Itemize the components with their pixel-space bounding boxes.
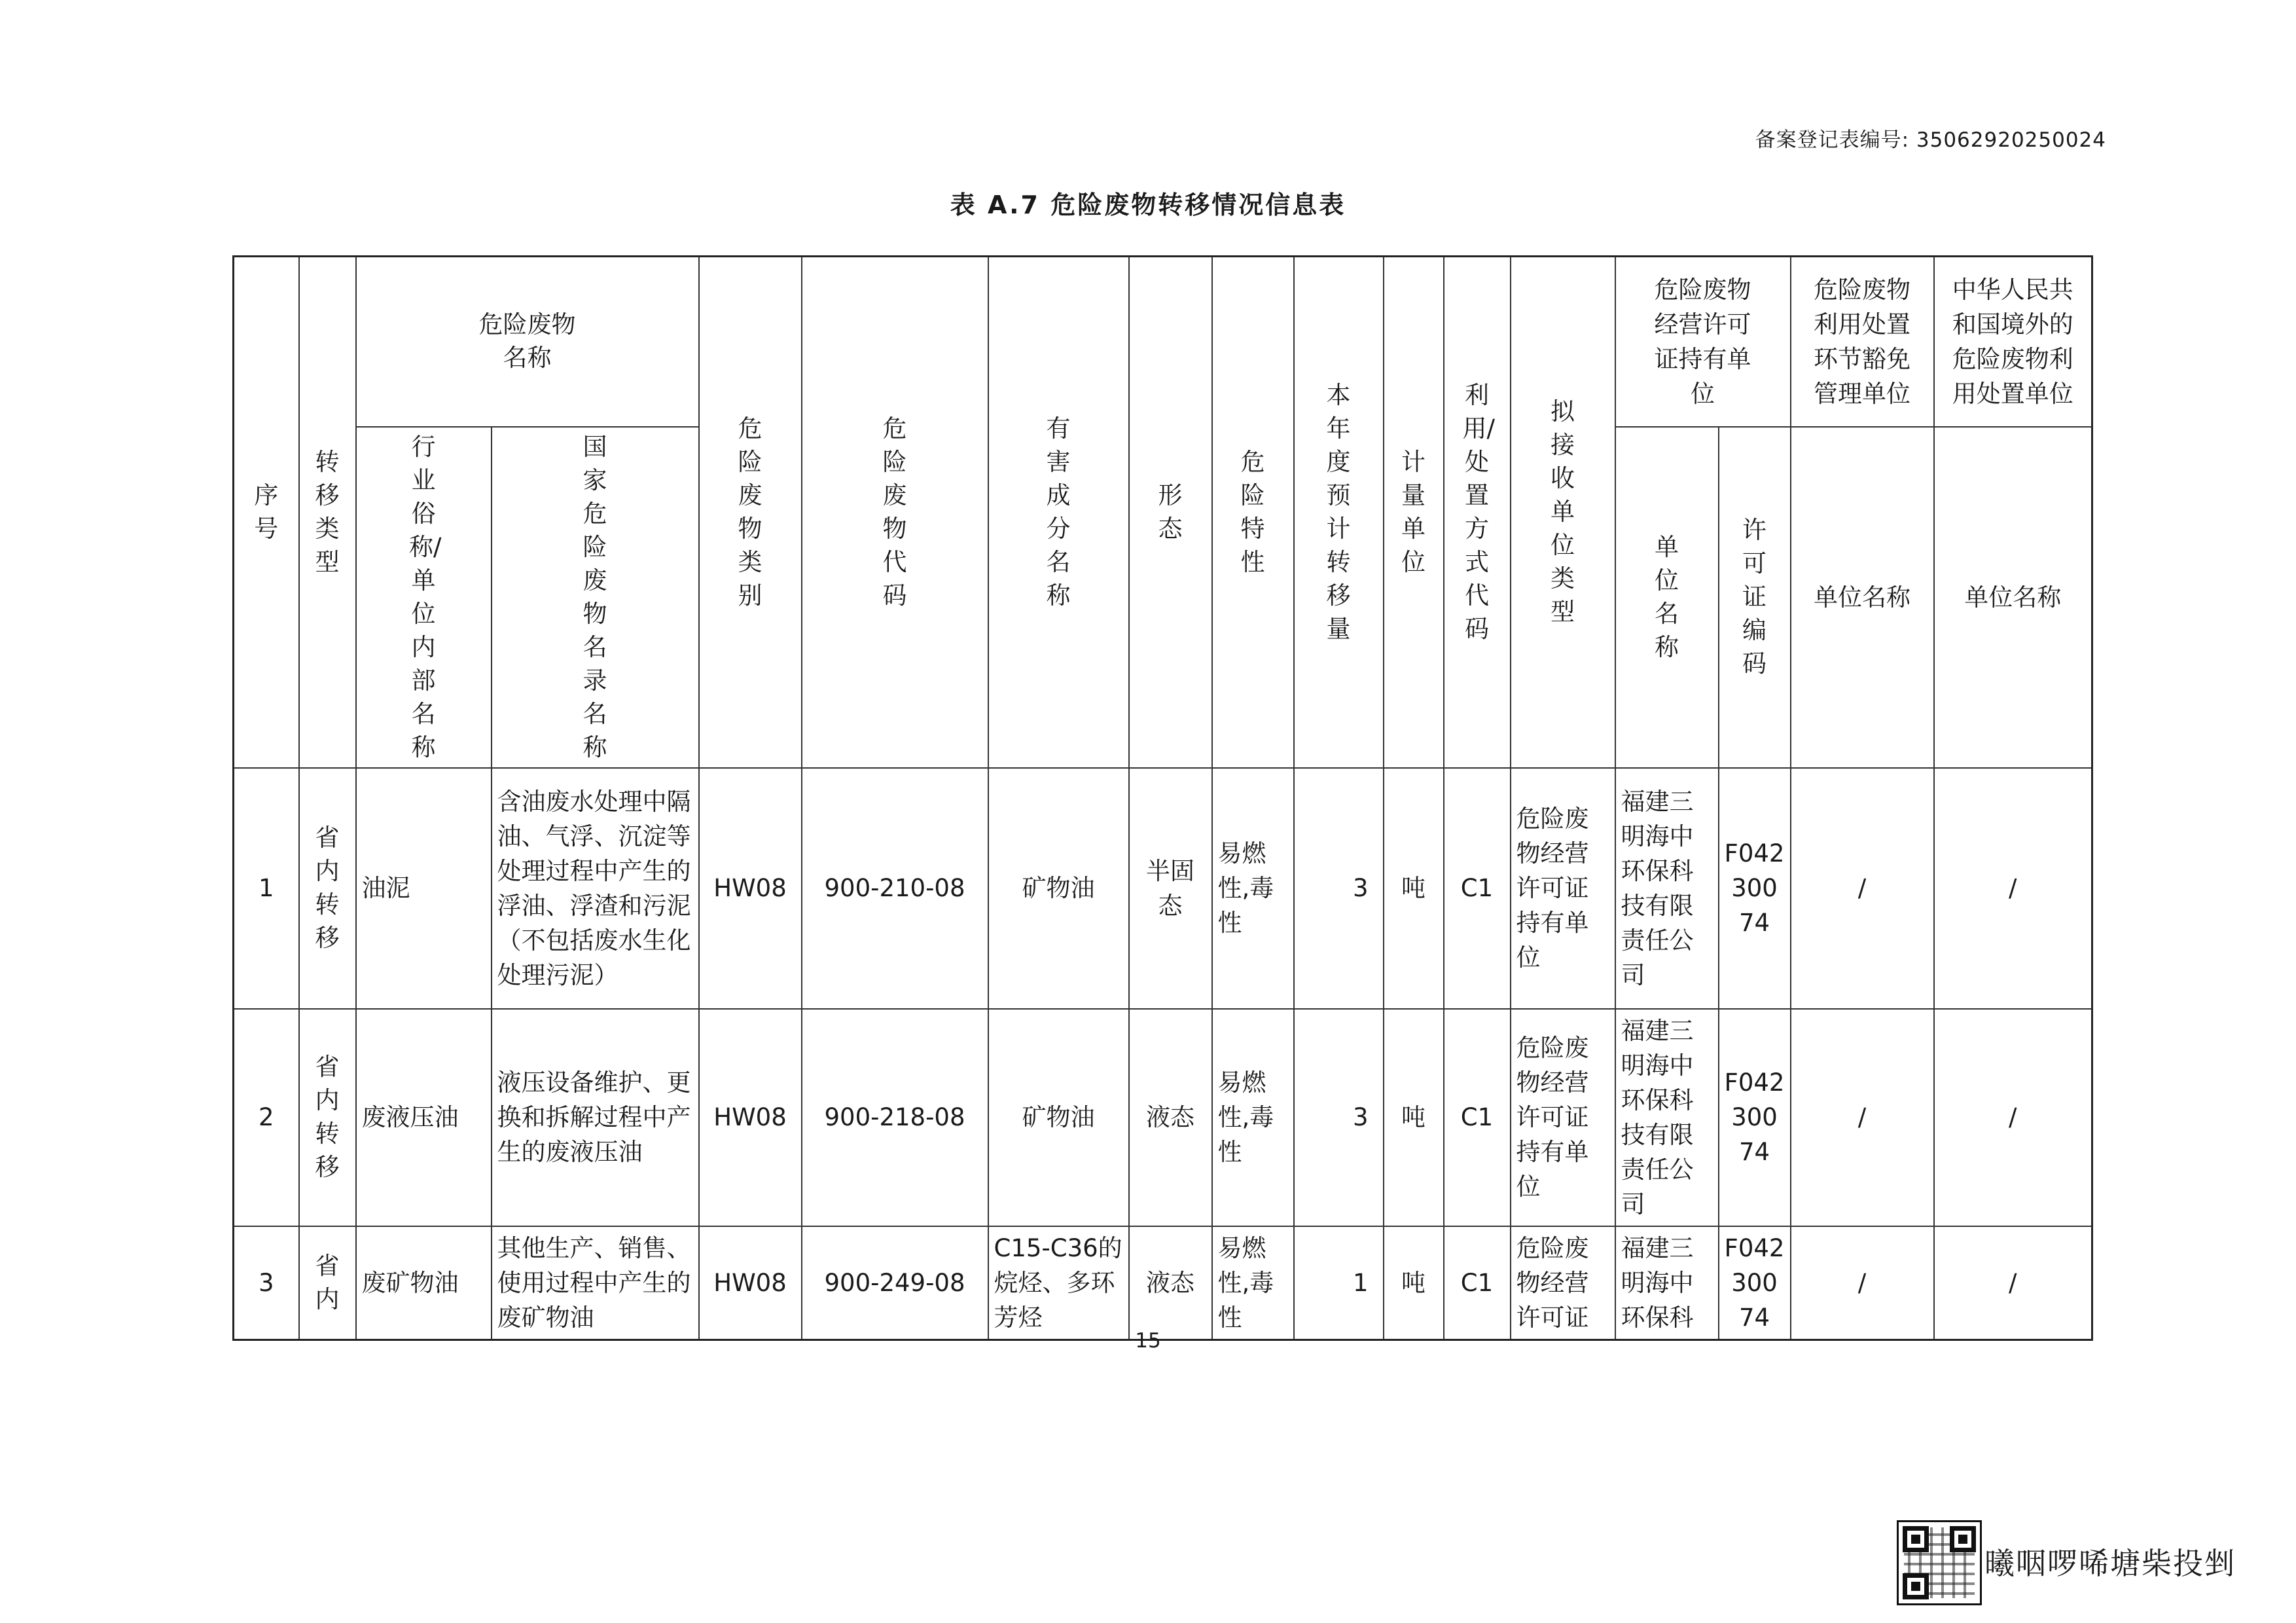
cell-method: C1	[1444, 1226, 1511, 1340]
table-title: 表 A.7 危险废物转移情况信息表	[950, 191, 1346, 219]
table-row	[234, 1226, 2092, 1340]
cell-code: 900-210-08	[802, 768, 988, 1009]
cell-national-name: 液压设备维护、更换和拆解过程中产生的废液压油	[492, 1009, 699, 1226]
cell-category: HW08	[699, 768, 802, 1009]
cell-harmful-component: 矿物油	[988, 1009, 1129, 1226]
cell-form: 半固态	[1129, 768, 1212, 1009]
cell-receiver-type: 危险废物经营许可证	[1511, 1226, 1615, 1340]
cell-unit: 吨	[1384, 768, 1444, 1009]
header-licensed-name: 单位名称	[1615, 427, 1719, 768]
cell-unit: 吨	[1384, 1009, 1444, 1226]
cell-licensed-name: 福建三明海中环保科技有限责任公司	[1615, 768, 1719, 1009]
cell-hazard-property: 易燃性,毒性	[1212, 1009, 1294, 1226]
header-form: 形态	[1129, 257, 1212, 768]
header-exempt-unit-name: 单位名称	[1791, 427, 1934, 768]
header-seq: 序号	[234, 257, 299, 768]
header-receiver-type: 拟接收单位类型	[1511, 257, 1615, 768]
header-national-name: 国家危险废物名录名称	[492, 427, 699, 768]
header-harmful-component: 有害成分名称	[988, 257, 1129, 768]
cell-harmful-component: C15-C36的烷烃、多环芳烃	[988, 1226, 1129, 1340]
cell-amount: 3	[1294, 768, 1384, 1009]
header-unit: 计量单位	[1384, 257, 1444, 768]
cell-form: 液态	[1129, 1226, 1212, 1340]
cell-seq: 1	[234, 768, 299, 1009]
header-code: 危险废物代码	[802, 257, 988, 768]
cell-licensed-no: F04230074	[1719, 768, 1791, 1009]
header-abroad-group: 中华人民共和国境外的危险废物利用处置单位	[1934, 257, 2092, 427]
cell-unit: 吨	[1384, 1226, 1444, 1340]
header-transfer-type: 转移类型	[299, 257, 356, 768]
cell-national-name: 含油废水处理中隔油、气浮、沉淀等处理过程中产生的浮油、浮渣和污泥（不包括废水生化处理污泥）	[492, 768, 699, 1009]
cell-form: 液态	[1129, 1009, 1212, 1226]
header-category: 危险废物类别	[699, 257, 802, 768]
cell-receiver-type: 危险废物经营许可证持有单位	[1511, 768, 1615, 1009]
cell-transfer-type: 省内转移	[299, 1009, 356, 1226]
cell-hazard-property: 易燃性,毒性	[1212, 768, 1294, 1009]
cell-industry-name: 废矿物油	[356, 1226, 492, 1340]
header-exempt-group: 危险废物利用处置环节豁免管理单位	[1791, 257, 1934, 427]
cell-national-name: 其他生产、销售、使用过程中产生的废矿物油	[492, 1226, 699, 1340]
cell-abroad-unit: /	[1934, 768, 2092, 1009]
cell-code: 900-218-08	[802, 1009, 988, 1226]
cell-industry-name: 废液压油	[356, 1009, 492, 1226]
cell-seq: 2	[234, 1009, 299, 1226]
table-row	[234, 1009, 2092, 1226]
cell-abroad-unit: /	[1934, 1226, 2092, 1340]
cell-exempt-unit: /	[1791, 1009, 1934, 1226]
cell-amount: 3	[1294, 1009, 1384, 1226]
header-industry-name: 行业俗称/单位内部名称	[356, 427, 492, 768]
header-waste-name-group: 危险废物名称	[356, 257, 699, 427]
header-hazard-property: 危险特性	[1212, 257, 1294, 768]
cell-licensed-name: 福建三明海中环保科技有限责任公司	[1615, 1009, 1719, 1226]
header-licensed-holder-group: 危险废物经营许可证持有单位	[1615, 257, 1791, 427]
cell-harmful-component: 矿物油	[988, 768, 1129, 1009]
table-row	[234, 768, 2092, 1009]
cell-category: HW08	[699, 1226, 802, 1340]
header-abroad-unit-name: 单位名称	[1934, 427, 2092, 768]
qr-code-icon	[1897, 1520, 1982, 1605]
verification-stamp-text: 曦咽啰唏塘柴投剉	[1984, 1546, 2236, 1581]
page-number: 15	[1135, 1329, 1161, 1353]
header-licensed-no: 许可证编码	[1719, 427, 1791, 768]
cell-method: C1	[1444, 1009, 1511, 1226]
cell-seq: 3	[234, 1226, 299, 1340]
cell-exempt-unit: /	[1791, 1226, 1934, 1340]
header-method-code: 利用/处置方式代码	[1444, 257, 1511, 768]
cell-transfer-type: 省内	[299, 1226, 356, 1340]
cell-exempt-unit: /	[1791, 768, 1934, 1009]
cell-hazard-property: 易燃性,毒性	[1212, 1226, 1294, 1340]
cell-category: HW08	[699, 1009, 802, 1226]
cell-method: C1	[1444, 768, 1511, 1009]
cell-licensed-no: F04230074	[1719, 1009, 1791, 1226]
hazardous-waste-transfer-table	[232, 255, 2093, 1341]
cell-code: 900-249-08	[802, 1226, 988, 1340]
cell-industry-name: 油泥	[356, 768, 492, 1009]
cell-abroad-unit: /	[1934, 1009, 2092, 1226]
cell-licensed-no: F04230074	[1719, 1226, 1791, 1340]
registration-number: 备案登记表编号: 35062920250024	[1755, 128, 2106, 152]
cell-licensed-name: 福建三明海中环保科	[1615, 1226, 1719, 1340]
cell-receiver-type: 危险废物经营许可证持有单位	[1511, 1009, 1615, 1226]
cell-amount: 1	[1294, 1226, 1384, 1340]
cell-transfer-type: 省内转移	[299, 768, 356, 1009]
header-annual-amount: 本年度预计转移量	[1294, 257, 1384, 768]
